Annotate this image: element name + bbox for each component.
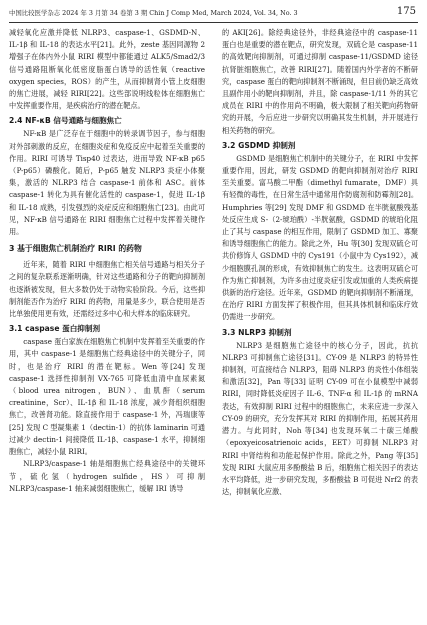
section-heading-2-4: 2.4 NF-κB 信号通路与细胞焦亡 <box>9 116 122 126</box>
page-number: 175 <box>396 6 416 17</box>
left-column <box>9 27 205 495</box>
section-heading-3-2: 3.2 GSDMD 抑制剂 <box>222 140 296 150</box>
paragraph: 的 AKI[26]。除经典途径外，非经典途径中的 caspase-11 蛋白也是重要的潜在靶点，研究发现，双硫仑是 caspase-11 的高效靶向抑制剂，可通过抑制 caspase-11/GSDMD 途径抗肾脏细胞焦亡，改善 RIRI[27]。随着国内外学者的不断研究，caspase 蛋白的靶向抑制剂不断涌现，但目前仍缺乏高效且副作用小的靶向抑制剂，并且，除 caspase-1/11 外的其它成员在 RIRI 中的作用尚不明确，极大限制了相关靶向药物研究的开展，今后应进一步研究以明确其发生机制，并开展进行相关药物的研究。 <box>222 28 418 135</box>
paragraph: caspase 蛋白家族在细胞焦亡机制中发挥着至关重要的作用，其中 caspase-1 是细胞焦亡经典途径中的关键分子，同时，也是治疗 RIRI 的潜在靶标。Wen 等[24] 发现 caspase-1 选择性抑制剂 VX-765 可降低血清中血尿素氮（blood urea nitrogen，BUN）、血肌酐（serum creatinine，Scr）、IL-1β 和 IL-18 浓度，减少肾组织细胞焦亡，改善肾功能。除直接作用于 caspase-1 外，冯瑞康等[25] 发现 C 型凝集素 1（dectin-1）的抗体 laminarin 可通过减少 dectin-1 间接降低 IL-1β、caspase-1 水平，抑制细胞焦亡，减轻小鼠 RIRI。 <box>9 337 205 457</box>
paragraph: 近年来，随着 RIRI 中细胞焦亡相关信号通路与相关分子之间的复杂联系逐渐明确，针对这些通路和分子的靶向抑制剂也逐渐被发现，但大多数仍处于动物实验阶段。今后，这些抑制剂能否作为治疗 RIRI 的药物，用量是多少，联合使用是否比单独使用更有效，还需经过多中心和大样本的临床研究。 <box>9 260 205 319</box>
section-heading-3-1: 3.1 caspase 蛋白抑制剂 <box>9 324 101 334</box>
journal-citation: 中国比较医学杂志 2024 年 3 月第 34 卷第 3 期 Chin J Comp Med, March 2024, Vol. 34, No. 3 <box>9 9 298 17</box>
section-heading-3-3: 3.3 NLRP3 抑制剂 <box>222 327 292 337</box>
paragraph: GSDMD 是细胞焦亡机制中的关键分子，在 RIRI 中发挥重要作用，因此，研发 GSDMD 的靶向抑制剂对治疗 RIRI 至关重要。富马酸二甲酯（dimethyl fumarate，DMF）具有轻微的毒性，在日常生活中通常用作防腐剂和防霉剂[28]。Humphries 等[29] 发现 DMF 和 GSDMD 在半胱氨酸残基处反应生成 S-（2-琥珀酰）-半胱氨酸，GSDMD 的琥珀化阻止了其与 caspase 的相互作用，限制了 GSDMD 加工、寡聚和诱导细胞焦亡的能力。除此之外，Hu 等[30] 发现双硫仑可共价修饰人 GSDMD 中的 Cys191（小鼠中为 Cys192），减少细胞膜孔洞的形成，有效抑制焦亡的发生。这表明双硫仑可作为焦亡抑制剂，为许多由过度炎症引发或加重的人类疾病提供新的治疗途径。近年来，GSDMD 的靶向抑制剂不断涌现，在治疗 RIRI 方面发挥了积极作用，但其具体机制和临床疗效仍需进一步研究。 <box>222 153 418 322</box>
right-column <box>222 27 418 498</box>
paragraph: 减轻氧化应激并降低 NLRP3、caspase-1、GSDMD-N、IL-1β 和 IL-18 的表达水平[21]。此外，zeste 基因同源物 2 增强子在体内外小鼠 RIRI 模型中都能通过 ALK5/Smad2/3 信号通路阻断氧化低密度脂蛋白诱导的活性氧（reactive oxygen species，ROS）的产生，从而抑制肾小管上皮细胞的焦亡进展，减轻 RIRI[22]。这些部说明线粒体在细胞焦亡中发挥重要作用，是疾病治疗的潜在靶点。 <box>9 28 205 111</box>
section-heading-3: 3 基于细胞焦亡机制治疗 RIRI 的药物 <box>9 244 142 254</box>
paragraph: NLRP3 是细胞焦亡途径中的核心分子，因此，抗抗 NLRP3 可抑制焦亡途径[31]。CY-09 是 NLRP3 的特异性抑制剂，可直接结合 NLRP3，阻碍 NLRP3 的炎性小体组装和激活[32]，Pan 等[33] 证明 CY-09 可在小鼠模型中减弱 RIRI，同时降低炎症因子 IL-6、TNF-α 和 IL-1β 的 mRNA 表达，有效抑制 RIRI 过程中的细胞焦亡，未来应进一步深入 CY-09 的研究，充分发挥其对 RIRI 的抑制作用，拓展其药用潜力。与此同时，Noh 等[34] 也发现环氧二十碳三烯酸（epoxyeicosatrienoic acids，EET）可抑制 NLRP3 对 RIRI 中肾结构和功能起保护作用。除此之外，Pang 等[35] 发现 RIRI 大鼠应用多酚酸盐 B 后，细胞焦亡相关因子的表达水平均降低，进一步研究发现，多酚酸盐 B 可促进 Nrf2 的表达，抑制氧化应激、 <box>222 340 418 497</box>
paragraph: NLRP3/caspase-1 轴是细胞焦亡经典途径中的关键环节，硫化氢（hydrogen sulfide，HS）可抑制 NLRP3/caspase-1 轴来减弱细胞焦亡，缓解 IRI 诱导 <box>9 459 205 493</box>
paragraph: NF-κB 是广泛存在于细胞中的转录调节因子，参与细胞对外部刺激的反应，在细胞炎症和免疫反应中起着至关重要的作用。RIRI 可诱导 Tisp40 过表达，进而导致 NF-κB p65（P-p65）磷酸化。随后，P-p65 触发 NLRP3 炎症小体聚集，激活的 NLRP3 结合 caspase-1 前体和 ASC。前体 caspase-1 转化为具有催化活性的 caspase-1，促进 IL-1β 和 IL-18 成熟，引发强烈的炎症反应和细胞焦亡[23]。由此可见，NF-κB 信号通路在 RIRI 细胞焦亡过程中发挥着关键作用。 <box>9 129 205 237</box>
running-header <box>9 6 418 23</box>
